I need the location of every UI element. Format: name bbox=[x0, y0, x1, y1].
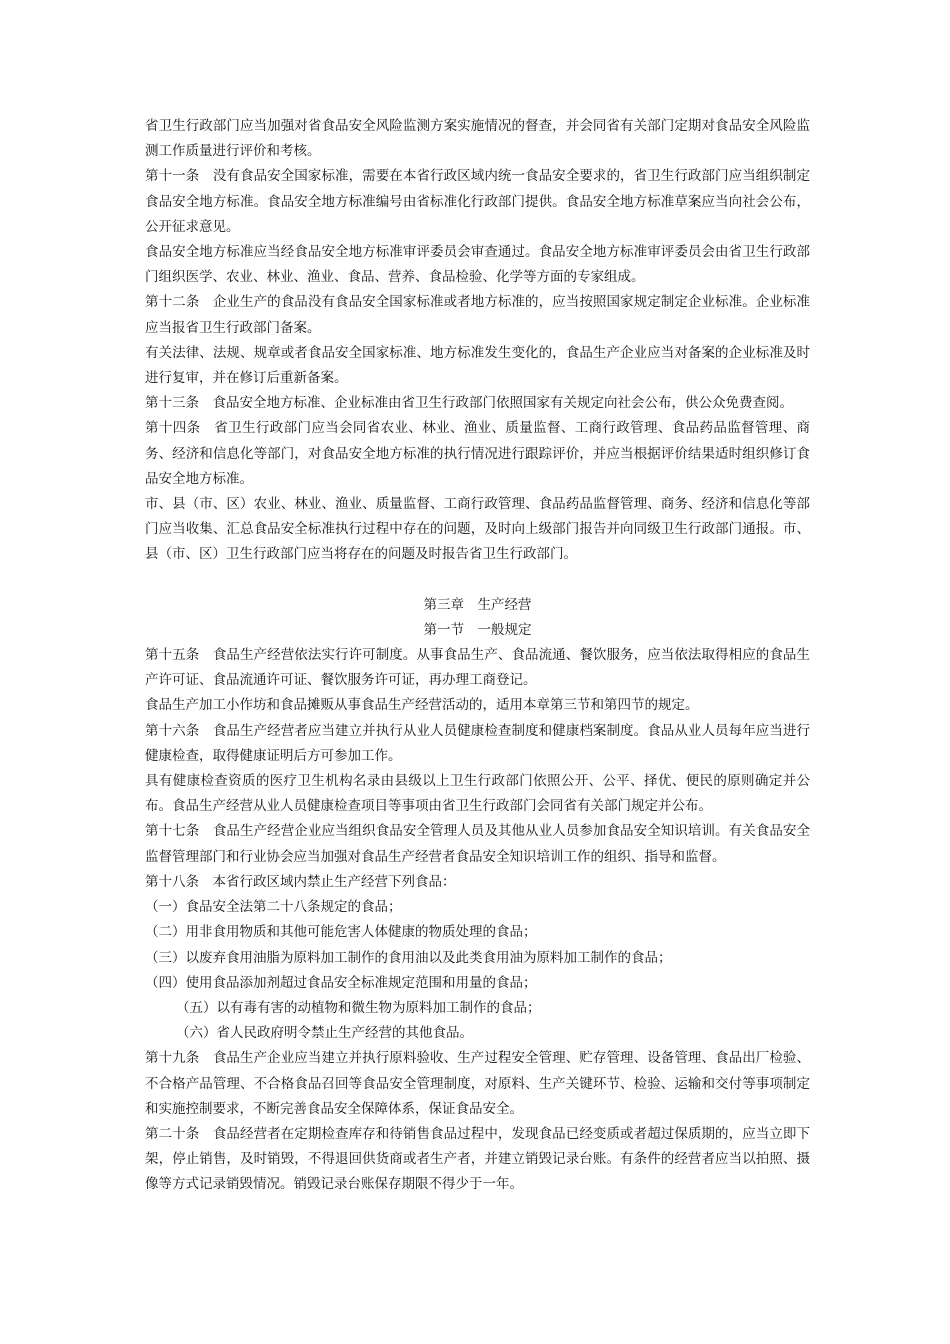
list-item: （三）以废弃食用油脂为原料加工制作的食用油以及此类食用油为原料加工制作的食品； bbox=[145, 949, 672, 966]
article-11: 第十一条 没有食品安全国家标准，需要在本省行政区域内统一食品安全要求的，省卫生行政部门应当组织制定食品安全地方标准。食品安全地方标准编号由省标准化行政部门提供。食品安全地方标准草案应当向社会公布，公开征求意见。 bbox=[145, 168, 810, 235]
paragraph: 市、县（市、区）农业、林业、渔业、质量监督、工商行政管理、食品药品监督管理、商务、经济和信息化等部门应当收集、汇总食品安全标准执行过程中存在的问题，及时向上级部门报告并向同级卫生行政部门通报。市、县（市、区）卫生行政部门应当将存在的问题及时报告省卫生行政部门。 bbox=[145, 496, 810, 563]
article-15: 第十五条 食品生产经营依法实行许可制度。从事食品生产、食品流通、餐饮服务，应当依法取得相应的食品生产许可证、食品流通许可证、餐饮服务许可证，再办理工商登记。 bbox=[145, 647, 810, 689]
paragraph: 食品安全地方标准应当经食品安全地方标准审评委员会审查通过。食品安全地方标准审评委员会由省卫生行政部门组织医学、农业、林业、渔业、食品、营养、食品检验、化学等方面的专家组成。 bbox=[145, 244, 810, 286]
spacer bbox=[145, 568, 810, 593]
article-18: 第十八条 本省行政区域内禁止生产经营下列食品： bbox=[145, 873, 456, 890]
list-item: （五）以有毒有害的动植物和微生物为原料加工制作的食品； bbox=[176, 999, 541, 1016]
article-13: 第十三条 食品安全地方标准、企业标准由省卫生行政部门依照国家有关规定向社会公布，供公众免费查阅。 bbox=[145, 395, 793, 412]
paragraph: 有关法律、法规、规章或者食品安全国家标准、地方标准发生变化的，食品生产企业应当对备案的企业标准及时进行复审，并在修订后重新备案。 bbox=[145, 344, 810, 387]
article-12: 第十二条 企业生产的食品没有食品安全国家标准或者地方标准的，应当按照国家规定制定企业标准。企业标准应当报省卫生行政部门备案。 bbox=[145, 294, 810, 336]
article-20: 第二十条 食品经营者在定期检查库存和待销售食品过程中，发现食品已经变质或者超过保质期的，应当立即下架，停止销售，及时销毁，不得退回供货商或者生产者，并建立销毁记录台账。有条件的经营者应当以拍照、摄像等方式记录销毁情况。销毁记录台账保存期限不得少于一年。 bbox=[145, 1125, 810, 1193]
list-item: （二）用非食用物质和其他可能危害人体健康的物质处理的食品； bbox=[145, 924, 537, 941]
article-14: 第十四条 省卫生行政部门应当会同省农业、林业、渔业、质量监督、工商行政管理、食品药品监督管理、商务、经济和信息化等部门，对食品安全地方标准的执行情况进行跟踪评价，并应当根据评价结果适时组织修订食品安全地方标准。 bbox=[145, 420, 810, 487]
paragraph: 具有健康检查资质的医疗卫生机构名录由县级以上卫生行政部门依照公开、公平、择优、便民的原则确定并公布。食品生产经营从业人员健康检查项目等事项由省卫生行政部门会同省有关部门规定并公布。 bbox=[145, 773, 810, 815]
list-item: （四）使用食品添加剂超过食品安全标准规定范围和用量的食品； bbox=[145, 974, 537, 991]
document-page bbox=[145, 114, 810, 1198]
list-item: （六）省人民政府明令禁止生产经营的其他食品。 bbox=[176, 1025, 473, 1042]
paragraph: 省卫生行政部门应当加强对省食品安全风险监测方案实施情况的督查，并会同省有关部门定期对食品安全风险监测工作质量进行评价和考核。 bbox=[145, 118, 810, 160]
paragraph: 食品生产加工小作坊和食品摊贩从事食品生产经营活动的，适用本章第三节和第四节的规定。 bbox=[145, 697, 699, 714]
section-title: 第一节 一般规定 bbox=[423, 621, 532, 638]
chapter-title: 第三章 生产经营 bbox=[423, 596, 532, 613]
article-16: 第十六条 食品生产经营者应当建立并执行从业人员健康检查制度和健康档案制度。食品从业人员每年应当进行健康检查，取得健康证明后方可参加工作。 bbox=[145, 722, 810, 764]
article-19: 第十九条 食品生产企业应当建立并执行原料验收、生产过程安全管理、贮存管理、设备管理、食品出厂检验、不合格产品管理、不合格食品召回等食品安全管理制度，对原料、生产关键环节、检验、运输和交付等事项制定和实施控制要求，不断完善食品安全保障体系，保证食品安全。 bbox=[145, 1050, 810, 1117]
article-17: 第十七条 食品生产经营企业应当组织食品安全管理人员及其他从业人员参加食品安全知识培训。有关食品安全监督管理部门和行业协会应当加强对食品生产经营者食品安全知识培训工作的组织、指导和监督。 bbox=[145, 823, 810, 865]
list-item: （一）食品安全法第二十八条规定的食品； bbox=[145, 899, 402, 916]
